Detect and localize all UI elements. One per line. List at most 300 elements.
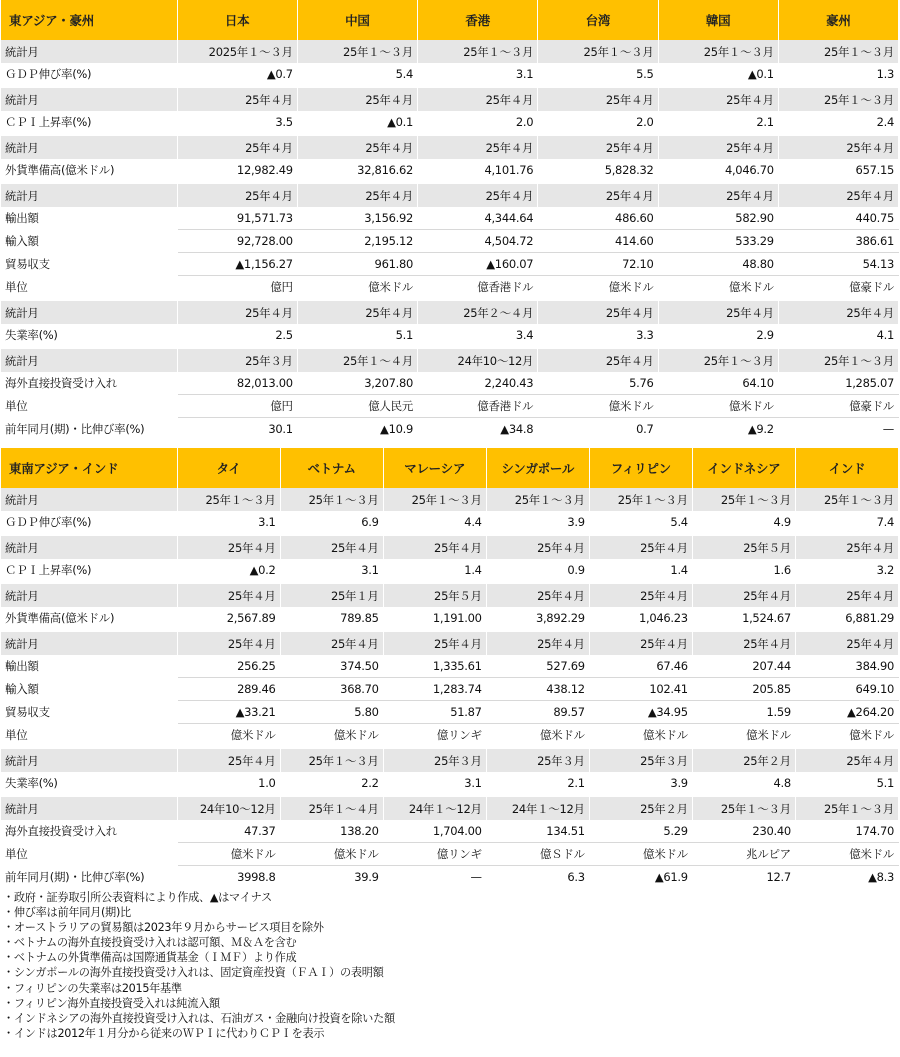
cell-value: 25年４月 xyxy=(538,349,658,372)
cell-value: 5,828.32 xyxy=(538,159,658,181)
cell-value: 3.3 xyxy=(538,324,658,346)
cell-value: 3.1 xyxy=(383,772,486,794)
cell-value: 25年４月 xyxy=(538,136,658,159)
cell-value: 3,156.92 xyxy=(297,207,417,230)
cell-value: 25年１～３月 xyxy=(177,488,280,511)
data-row xyxy=(1,559,899,581)
row-label: 統計月 xyxy=(1,301,177,324)
cell-value: 25年３月 xyxy=(383,749,486,772)
cell-value: 25年４月 xyxy=(538,301,658,324)
cell-value: 54.13 xyxy=(778,253,898,276)
cell-value: 2.0 xyxy=(538,111,658,133)
cell-value: 25年１～４月 xyxy=(280,797,383,820)
cell-value: 2025年１～３月 xyxy=(177,40,297,63)
cell-value: ▲8.3 xyxy=(795,866,898,889)
cell-value: 789.85 xyxy=(280,607,383,629)
country-header: 日本 xyxy=(177,0,297,40)
cell-value: 25年５月 xyxy=(383,584,486,607)
cell-value: 486.60 xyxy=(538,207,658,230)
cell-value: 32,816.62 xyxy=(297,159,417,181)
data-row xyxy=(1,724,899,747)
cell-value: 億米ドル xyxy=(177,724,280,747)
cell-value: 25年２月 xyxy=(589,797,692,820)
cell-value: 3998.8 xyxy=(177,866,280,889)
cell-value: 4.9 xyxy=(692,511,795,533)
country-header: ベトナム xyxy=(280,448,383,488)
cell-value: 25年４月 xyxy=(486,536,589,559)
southeast-asia-section xyxy=(1,448,899,888)
cell-value: 657.15 xyxy=(778,159,898,181)
cell-value: 24年10～12月 xyxy=(177,797,280,820)
cell-value: 億米ドル xyxy=(589,843,692,866)
cell-value: 533.29 xyxy=(658,230,778,253)
cell-value: 億米ドル xyxy=(692,724,795,747)
row-label: 統計月 xyxy=(1,184,177,207)
cell-value: 25年２～４月 xyxy=(418,301,538,324)
period-row xyxy=(1,349,899,372)
cell-value: 25年４月 xyxy=(280,632,383,655)
country-header: インドネシア xyxy=(692,448,795,488)
cell-value: 億米ドル xyxy=(658,395,778,418)
row-label: 外貨準備高(億米ドル) xyxy=(1,159,177,181)
cell-value: 億米ドル xyxy=(589,724,692,747)
cell-value: 6,881.29 xyxy=(795,607,898,629)
cell-value: ▲10.9 xyxy=(297,418,417,441)
data-row xyxy=(1,820,899,843)
data-row xyxy=(1,111,899,133)
cell-value: 億米ドル xyxy=(538,395,658,418)
country-header: シンガポール xyxy=(486,448,589,488)
cell-value: 5.4 xyxy=(589,511,692,533)
row-label: 統計月 xyxy=(1,749,177,772)
cell-value: 25年４月 xyxy=(177,584,280,607)
cell-value: 1.59 xyxy=(692,701,795,724)
cell-value: 億米ドル xyxy=(177,843,280,866)
period-row xyxy=(1,184,899,207)
cell-value: 25年４月 xyxy=(778,184,898,207)
cell-value: 12,982.49 xyxy=(177,159,297,181)
cell-value: 25年１～３月 xyxy=(418,40,538,63)
east-asia-table xyxy=(1,0,899,440)
cell-value: 51.87 xyxy=(383,701,486,724)
cell-value: 92,728.00 xyxy=(177,230,297,253)
data-row xyxy=(1,253,899,276)
country-header: 香港 xyxy=(418,0,538,40)
row-label: 統計月 xyxy=(1,584,177,607)
country-header: 中国 xyxy=(297,0,417,40)
period-row xyxy=(1,584,899,607)
period-row xyxy=(1,88,899,111)
cell-value: 億豪ドル xyxy=(778,276,898,299)
footnote-line: ・伸び率は前年同月(期)比 xyxy=(3,906,131,920)
footnotes xyxy=(0,890,900,1041)
cell-value: 4.1 xyxy=(778,324,898,346)
cell-value: 25年４月 xyxy=(177,536,280,559)
cell-value: 67.46 xyxy=(589,655,692,678)
cell-value: ▲264.20 xyxy=(795,701,898,724)
data-row xyxy=(1,655,899,678)
cell-value: 205.85 xyxy=(692,678,795,701)
cell-value: 1,524.67 xyxy=(692,607,795,629)
cell-value: 3,207.80 xyxy=(297,372,417,395)
cell-value: 25年４月 xyxy=(658,88,778,111)
cell-value: 1,704.00 xyxy=(383,820,486,843)
cell-value: 25年１～３月 xyxy=(692,488,795,511)
cell-value: 3.9 xyxy=(486,511,589,533)
cell-value: 25年４月 xyxy=(692,584,795,607)
cell-value: 25年４月 xyxy=(486,584,589,607)
cell-value: 25年１～３月 xyxy=(795,488,898,511)
data-row xyxy=(1,678,899,701)
cell-value: 2,240.43 xyxy=(418,372,538,395)
row-label: 単位 xyxy=(1,843,177,866)
cell-value: 25年１～３月 xyxy=(795,797,898,820)
cell-value: 4,504.72 xyxy=(418,230,538,253)
cell-value: 2.0 xyxy=(418,111,538,133)
cell-value: 91,571.73 xyxy=(177,207,297,230)
data-row xyxy=(1,843,899,866)
data-row xyxy=(1,63,899,85)
cell-value: 48.80 xyxy=(658,253,778,276)
period-row xyxy=(1,301,899,324)
cell-value: 億米ドル xyxy=(486,724,589,747)
row-label: 前年同月(期)・比伸び率(%) xyxy=(1,418,177,441)
cell-value: 527.69 xyxy=(486,655,589,678)
cell-value: 25年１～３月 xyxy=(538,40,658,63)
row-label: 単位 xyxy=(1,276,177,299)
cell-value: ▲0.2 xyxy=(177,559,280,581)
cell-value: 25年１～３月 xyxy=(280,749,383,772)
cell-value: 1.6 xyxy=(692,559,795,581)
cell-value: 4.4 xyxy=(383,511,486,533)
cell-value: 25年４月 xyxy=(177,184,297,207)
row-label: 統計月 xyxy=(1,349,177,372)
footnote-line: ・シンガポールの海外直接投資受け入れは、固定資産投資（ＦＡＩ）の表明額 xyxy=(3,966,384,980)
cell-value: 2.4 xyxy=(778,111,898,133)
cell-value: 25年５月 xyxy=(692,536,795,559)
data-row xyxy=(1,511,899,533)
cell-value: 2.1 xyxy=(486,772,589,794)
cell-value: 1,191.00 xyxy=(383,607,486,629)
country-header: インド xyxy=(795,448,898,488)
cell-value: 384.90 xyxy=(795,655,898,678)
data-row xyxy=(1,276,899,299)
row-label: 統計月 xyxy=(1,536,177,559)
cell-value: 25年４月 xyxy=(795,749,898,772)
cell-value: 25年４月 xyxy=(297,184,417,207)
row-label: 外貨準備高(億米ドル) xyxy=(1,607,177,629)
cell-value: 1,283.74 xyxy=(383,678,486,701)
footnote-line: ・フィリピン海外直接投資受入れは純流入額 xyxy=(3,996,220,1010)
footnote-line: ・ベトナムの外貨準備高は国際通貨基金（ＩＭＦ）より作成 xyxy=(3,951,297,965)
cell-value: 25年４月 xyxy=(297,136,417,159)
cell-value: 25年３月 xyxy=(486,749,589,772)
footnote-line: ・オーストラリアの貿易額は2023年９月からサービス項目を除外 xyxy=(3,921,324,935)
cell-value: 64.10 xyxy=(658,372,778,395)
cell-value: 25年４月 xyxy=(486,632,589,655)
cell-value: 3.5 xyxy=(177,111,297,133)
cell-value: 440.75 xyxy=(778,207,898,230)
row-label: 失業率(%) xyxy=(1,772,177,794)
row-label: 統計月 xyxy=(1,488,177,511)
cell-value: 4.8 xyxy=(692,772,795,794)
row-label: 輸入額 xyxy=(1,678,177,701)
cell-value: 2.5 xyxy=(177,324,297,346)
cell-value: 0.7 xyxy=(538,418,658,441)
country-header: フィリピン xyxy=(589,448,692,488)
cell-value: 25年１～３月 xyxy=(297,40,417,63)
cell-value: 億米ドル xyxy=(795,843,898,866)
cell-value: ▲61.9 xyxy=(589,866,692,889)
cell-value: 25年４月 xyxy=(538,184,658,207)
data-row xyxy=(1,418,899,441)
row-label: 統計月 xyxy=(1,40,177,63)
cell-value: 25年１～３月 xyxy=(280,488,383,511)
cell-value: 1.4 xyxy=(383,559,486,581)
cell-value: 961.80 xyxy=(297,253,417,276)
cell-value: 25年４月 xyxy=(297,301,417,324)
cell-value: 25年４月 xyxy=(177,301,297,324)
data-row xyxy=(1,324,899,346)
row-label: 単位 xyxy=(1,395,177,418)
row-label: ＣＰＩ上昇率(%) xyxy=(1,111,177,133)
cell-value: 25年１～３月 xyxy=(589,488,692,511)
cell-value: 47.37 xyxy=(177,820,280,843)
row-label: 海外直接投資受け入れ xyxy=(1,372,177,395)
row-label: 統計月 xyxy=(1,136,177,159)
cell-value: 25年１～３月 xyxy=(658,40,778,63)
cell-value: 2.9 xyxy=(658,324,778,346)
cell-value: ▲34.95 xyxy=(589,701,692,724)
cell-value: 億香港ドル xyxy=(418,276,538,299)
cell-value: 30.1 xyxy=(177,418,297,441)
data-row xyxy=(1,395,899,418)
cell-value: 5.5 xyxy=(538,63,658,85)
cell-value: 25年４月 xyxy=(795,632,898,655)
cell-value: 25年４月 xyxy=(177,632,280,655)
cell-value: 3,892.29 xyxy=(486,607,589,629)
cell-value: ▲1,156.27 xyxy=(177,253,297,276)
row-label: 輸出額 xyxy=(1,655,177,678)
cell-value: — xyxy=(383,866,486,889)
cell-value: 25年４月 xyxy=(658,184,778,207)
cell-value: 0.9 xyxy=(486,559,589,581)
cell-value: 82,013.00 xyxy=(177,372,297,395)
east-asia-section xyxy=(1,0,899,440)
data-row xyxy=(1,701,899,724)
cell-value: 25年４月 xyxy=(778,301,898,324)
cell-value: 5.29 xyxy=(589,820,692,843)
cell-value: 1.0 xyxy=(177,772,280,794)
cell-value: 億円 xyxy=(177,276,297,299)
cell-value: 414.60 xyxy=(538,230,658,253)
header-row xyxy=(1,448,899,488)
cell-value: 億リンギ xyxy=(383,843,486,866)
header-row xyxy=(1,0,899,40)
cell-value: 289.46 xyxy=(177,678,280,701)
cell-value: 億リンギ xyxy=(383,724,486,747)
cell-value: 5.76 xyxy=(538,372,658,395)
cell-value: 207.44 xyxy=(692,655,795,678)
cell-value: 25年１～３月 xyxy=(778,40,898,63)
country-header: 韓国 xyxy=(658,0,778,40)
row-label: 統計月 xyxy=(1,797,177,820)
cell-value: 6.3 xyxy=(486,866,589,889)
cell-value: 25年４月 xyxy=(658,301,778,324)
cell-value: 1.4 xyxy=(589,559,692,581)
cell-value: ▲0.1 xyxy=(658,63,778,85)
period-row xyxy=(1,632,899,655)
data-row xyxy=(1,159,899,181)
cell-value: 5.1 xyxy=(297,324,417,346)
footnote-line: ・インドは2012年１月分から従来のＷＰＩに代わりＣＰＩを表示 xyxy=(3,1026,325,1040)
footnote-line: ・政府・証券取引所公表資料により作成、▲はマイナス xyxy=(3,891,272,904)
row-label: 貿易収支 xyxy=(1,253,177,276)
cell-value: — xyxy=(778,418,898,441)
cell-value: 2,195.12 xyxy=(297,230,417,253)
period-row xyxy=(1,136,899,159)
data-row xyxy=(1,207,899,230)
period-row xyxy=(1,40,899,63)
cell-value: 1,046.23 xyxy=(589,607,692,629)
cell-value: 25年３月 xyxy=(177,349,297,372)
cell-value: 25年４月 xyxy=(589,632,692,655)
cell-value: 39.9 xyxy=(280,866,383,889)
period-row xyxy=(1,536,899,559)
cell-value: 25年４月 xyxy=(418,136,538,159)
cell-value: 386.61 xyxy=(778,230,898,253)
data-row xyxy=(1,607,899,629)
cell-value: 25年４月 xyxy=(383,632,486,655)
cell-value: 25年４月 xyxy=(297,88,417,111)
cell-value: 89.57 xyxy=(486,701,589,724)
cell-value: 256.25 xyxy=(177,655,280,678)
cell-value: 25年４月 xyxy=(658,136,778,159)
cell-value: ▲9.2 xyxy=(658,418,778,441)
period-row xyxy=(1,797,899,820)
cell-value: 25年４月 xyxy=(177,749,280,772)
cell-value: 5.80 xyxy=(280,701,383,724)
region-title: 東南アジア・インド xyxy=(1,448,177,488)
cell-value: 4,046.70 xyxy=(658,159,778,181)
row-label: 貿易収支 xyxy=(1,701,177,724)
row-label: 海外直接投資受け入れ xyxy=(1,820,177,843)
cell-value: 億米ドル xyxy=(538,276,658,299)
cell-value: 25年４月 xyxy=(418,88,538,111)
cell-value: 230.40 xyxy=(692,820,795,843)
row-label: ＧＤＰ伸び率(%) xyxy=(1,63,177,85)
cell-value: 億Ｓドル xyxy=(486,843,589,866)
cell-value: 25年２月 xyxy=(692,749,795,772)
country-header: タイ xyxy=(177,448,280,488)
region-title: 東アジア・豪州 xyxy=(1,0,177,40)
cell-value: 5.1 xyxy=(795,772,898,794)
cell-value: 438.12 xyxy=(486,678,589,701)
cell-value: 138.20 xyxy=(280,820,383,843)
cell-value: 25年１～４月 xyxy=(297,349,417,372)
cell-value: 億米ドル xyxy=(280,724,383,747)
row-label: 輸出額 xyxy=(1,207,177,230)
cell-value: 25年１～３月 xyxy=(658,349,778,372)
cell-value: 72.10 xyxy=(538,253,658,276)
cell-value: 6.9 xyxy=(280,511,383,533)
data-row xyxy=(1,372,899,395)
footnote-line: ・ベトナムの海外直接投資受け入れは認可額、Ｍ＆Ａを含む xyxy=(3,936,297,950)
cell-value: 3.2 xyxy=(795,559,898,581)
cell-value: 3.9 xyxy=(589,772,692,794)
cell-value: 25年４月 xyxy=(418,184,538,207)
cell-value: 374.50 xyxy=(280,655,383,678)
cell-value: 134.51 xyxy=(486,820,589,843)
cell-value: 25年４月 xyxy=(280,536,383,559)
cell-value: 368.70 xyxy=(280,678,383,701)
cell-value: 兆ルピア xyxy=(692,843,795,866)
cell-value: 1,285.07 xyxy=(778,372,898,395)
footnote-line: ・インドネシアの海外直接投資受け入れは、石油ガス・金融向け投資を除いた額 xyxy=(3,1011,395,1025)
cell-value: 3.1 xyxy=(280,559,383,581)
row-label: 統計月 xyxy=(1,88,177,111)
row-label: ＧＤＰ伸び率(%) xyxy=(1,511,177,533)
cell-value: 25年１月 xyxy=(280,584,383,607)
cell-value: 174.70 xyxy=(795,820,898,843)
country-header: 豪州 xyxy=(778,0,898,40)
cell-value: ▲160.07 xyxy=(418,253,538,276)
cell-value: 2.2 xyxy=(280,772,383,794)
cell-value: 1.3 xyxy=(778,63,898,85)
cell-value: 25年１～３月 xyxy=(778,88,898,111)
row-label: 失業率(%) xyxy=(1,324,177,346)
cell-value: 25年４月 xyxy=(589,584,692,607)
cell-value: 2,567.89 xyxy=(177,607,280,629)
cell-value: 25年４月 xyxy=(538,88,658,111)
cell-value: 3.1 xyxy=(177,511,280,533)
cell-value: 25年４月 xyxy=(795,536,898,559)
cell-value: 25年４月 xyxy=(177,88,297,111)
cell-value: 25年４月 xyxy=(778,136,898,159)
southeast-asia-table xyxy=(1,448,899,888)
cell-value: 億米ドル xyxy=(658,276,778,299)
data-row xyxy=(1,230,899,253)
row-label: 統計月 xyxy=(1,632,177,655)
cell-value: 億豪ドル xyxy=(778,395,898,418)
cell-value: 7.4 xyxy=(795,511,898,533)
cell-value: ▲34.8 xyxy=(418,418,538,441)
row-label: 輸入額 xyxy=(1,230,177,253)
cell-value: 24年10～12月 xyxy=(418,349,538,372)
cell-value: 582.90 xyxy=(658,207,778,230)
row-label: 単位 xyxy=(1,724,177,747)
country-header: 台湾 xyxy=(538,0,658,40)
cell-value: 25年３月 xyxy=(589,749,692,772)
cell-value: ▲33.21 xyxy=(177,701,280,724)
cell-value: 25年１～３月 xyxy=(383,488,486,511)
cell-value: 25年４月 xyxy=(692,632,795,655)
cell-value: 2.1 xyxy=(658,111,778,133)
cell-value: 25年４月 xyxy=(589,536,692,559)
cell-value: 4,344.64 xyxy=(418,207,538,230)
data-row xyxy=(1,866,899,889)
cell-value: 3.1 xyxy=(418,63,538,85)
cell-value: 3.4 xyxy=(418,324,538,346)
cell-value: 25年１～３月 xyxy=(486,488,589,511)
cell-value: 12.7 xyxy=(692,866,795,889)
cell-value: 25年１～３月 xyxy=(692,797,795,820)
row-label: 前年同月(期)・比伸び率(%) xyxy=(1,866,177,889)
cell-value: 1,335.61 xyxy=(383,655,486,678)
cell-value: 億人民元 xyxy=(297,395,417,418)
footnote-line: ・フィリピンの失業率は2015年基準 xyxy=(3,981,182,995)
cell-value: 5.4 xyxy=(297,63,417,85)
